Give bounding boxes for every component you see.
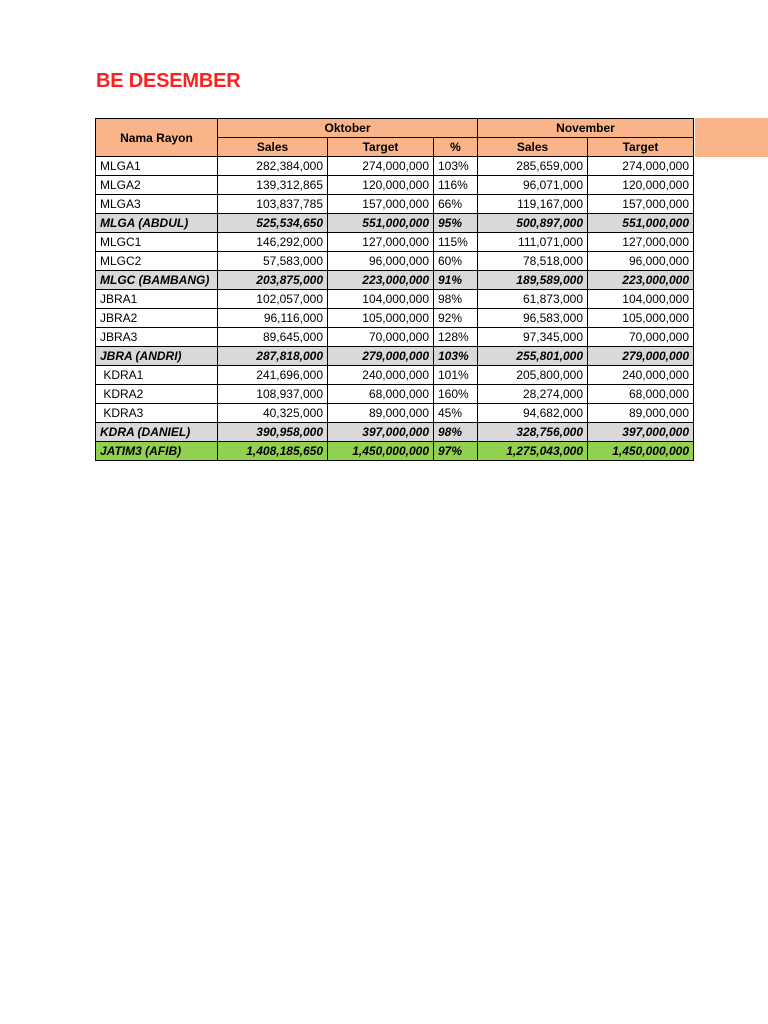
- header-fill-overflow: [695, 118, 768, 157]
- oktober-sales-cell: 241,696,000: [218, 366, 328, 385]
- oktober-pct-cell: 116%: [434, 176, 478, 195]
- november-target-cell: 70,000,000: [588, 328, 694, 347]
- oktober-target-cell: 397,000,000: [328, 423, 434, 442]
- rayon-name-cell: JBRA2: [96, 309, 218, 328]
- november-target-cell: 120,000,000: [588, 176, 694, 195]
- november-sales-cell: 500,897,000: [478, 214, 588, 233]
- sales-table: [95, 118, 694, 461]
- rayon-name-cell: KDRA1: [96, 366, 218, 385]
- oktober-target-cell: 89,000,000: [328, 404, 434, 423]
- oktober-sales-cell: 287,818,000: [218, 347, 328, 366]
- november-target-cell: 397,000,000: [588, 423, 694, 442]
- table-row: [96, 328, 694, 347]
- november-sales-cell: 96,583,000: [478, 309, 588, 328]
- november-target-cell: 127,000,000: [588, 233, 694, 252]
- oktober-target-cell: 157,000,000: [328, 195, 434, 214]
- table-row: [96, 404, 694, 423]
- oktober-sales-cell: 57,583,000: [218, 252, 328, 271]
- oktober-sales-cell: 89,645,000: [218, 328, 328, 347]
- oktober-sales-cell: 103,837,785: [218, 195, 328, 214]
- november-sales-cell: 78,518,000: [478, 252, 588, 271]
- rayon-name-cell: MLGA2: [96, 176, 218, 195]
- table-row: [96, 309, 694, 328]
- oktober-sales-cell: 525,534,650: [218, 214, 328, 233]
- table-row: [96, 290, 694, 309]
- oktober-pct-cell: 128%: [434, 328, 478, 347]
- oktober-pct-cell: 60%: [434, 252, 478, 271]
- november-sales-cell: 61,873,000: [478, 290, 588, 309]
- rayon-name-cell: KDRA2: [96, 385, 218, 404]
- table-row: [96, 252, 694, 271]
- oktober-target-cell: 279,000,000: [328, 347, 434, 366]
- oktober-target-cell: 551,000,000: [328, 214, 434, 233]
- table-row: [96, 195, 694, 214]
- subtotal-row: [96, 423, 694, 442]
- header-oktober-sales: Sales: [218, 138, 328, 157]
- november-target-cell: 551,000,000: [588, 214, 694, 233]
- oktober-pct-cell: 66%: [434, 195, 478, 214]
- subtotal-row: [96, 347, 694, 366]
- oktober-pct-cell: 103%: [434, 157, 478, 176]
- rayon-name-cell: JBRA1: [96, 290, 218, 309]
- november-target-cell: 68,000,000: [588, 385, 694, 404]
- november-sales-cell: 97,345,000: [478, 328, 588, 347]
- oktober-sales-cell: 282,384,000: [218, 157, 328, 176]
- november-target-cell: 240,000,000: [588, 366, 694, 385]
- rayon-name-cell: MLGC2: [96, 252, 218, 271]
- oktober-sales-cell: 40,325,000: [218, 404, 328, 423]
- november-target-cell: 157,000,000: [588, 195, 694, 214]
- table-row: [96, 157, 694, 176]
- header-nama-rayon: Nama Rayon: [96, 119, 218, 157]
- oktober-pct-cell: 103%: [434, 347, 478, 366]
- subtotal-row: [96, 271, 694, 290]
- november-sales-cell: 328,756,000: [478, 423, 588, 442]
- oktober-sales-cell: 203,875,000: [218, 271, 328, 290]
- oktober-sales-cell: 108,937,000: [218, 385, 328, 404]
- oktober-target-cell: 127,000,000: [328, 233, 434, 252]
- november-sales-cell: 285,659,000: [478, 157, 588, 176]
- november-target-cell: 105,000,000: [588, 309, 694, 328]
- november-sales-cell: 189,589,000: [478, 271, 588, 290]
- november-target-cell: 104,000,000: [588, 290, 694, 309]
- oktober-pct-cell: 91%: [434, 271, 478, 290]
- subtotal-row: [96, 214, 694, 233]
- oktober-sales-cell: 1,408,185,650: [218, 442, 328, 461]
- rayon-name-cell: MLGC1: [96, 233, 218, 252]
- rayon-name-cell: KDRA3: [96, 404, 218, 423]
- rayon-name-cell: MLGA3: [96, 195, 218, 214]
- table-row: [96, 385, 694, 404]
- november-sales-cell: 119,167,000: [478, 195, 588, 214]
- oktober-pct-cell: 98%: [434, 423, 478, 442]
- header-november-target: Target: [588, 138, 694, 157]
- oktober-target-cell: 274,000,000: [328, 157, 434, 176]
- november-sales-cell: 111,071,000: [478, 233, 588, 252]
- oktober-pct-cell: 97%: [434, 442, 478, 461]
- november-target-cell: 1,450,000,000: [588, 442, 694, 461]
- november-target-cell: 223,000,000: [588, 271, 694, 290]
- rayon-name-cell: KDRA (DANIEL): [96, 423, 218, 442]
- november-target-cell: 89,000,000: [588, 404, 694, 423]
- oktober-pct-cell: 45%: [434, 404, 478, 423]
- table-row: [96, 366, 694, 385]
- oktober-sales-cell: 96,116,000: [218, 309, 328, 328]
- total-row: [96, 442, 694, 461]
- rayon-name-cell: MLGA (ABDUL): [96, 214, 218, 233]
- oktober-pct-cell: 98%: [434, 290, 478, 309]
- oktober-target-cell: 223,000,000: [328, 271, 434, 290]
- rayon-name-cell: JATIM3 (AFIB): [96, 442, 218, 461]
- november-sales-cell: 96,071,000: [478, 176, 588, 195]
- oktober-sales-cell: 390,958,000: [218, 423, 328, 442]
- november-target-cell: 279,000,000: [588, 347, 694, 366]
- page-title: BE DESEMBER: [96, 70, 241, 92]
- oktober-pct-cell: 92%: [434, 309, 478, 328]
- table-row: [96, 176, 694, 195]
- november-sales-cell: 94,682,000: [478, 404, 588, 423]
- oktober-pct-cell: 101%: [434, 366, 478, 385]
- header-november-sales: Sales: [478, 138, 588, 157]
- rayon-name-cell: JBRA3: [96, 328, 218, 347]
- november-target-cell: 274,000,000: [588, 157, 694, 176]
- table-body: [96, 157, 694, 461]
- rayon-name-cell: MLGA1: [96, 157, 218, 176]
- rayon-name-cell: MLGC (BAMBANG): [96, 271, 218, 290]
- oktober-target-cell: 104,000,000: [328, 290, 434, 309]
- header-oktober-target: Target: [328, 138, 434, 157]
- header-oktober: Oktober: [218, 119, 478, 138]
- oktober-sales-cell: 102,057,000: [218, 290, 328, 309]
- oktober-target-cell: 96,000,000: [328, 252, 434, 271]
- oktober-sales-cell: 139,312,865: [218, 176, 328, 195]
- november-target-cell: 96,000,000: [588, 252, 694, 271]
- november-sales-cell: 1,275,043,000: [478, 442, 588, 461]
- header-november: November: [478, 119, 694, 138]
- november-sales-cell: 28,274,000: [478, 385, 588, 404]
- oktober-sales-cell: 146,292,000: [218, 233, 328, 252]
- header-oktober-pct: %: [434, 138, 478, 157]
- oktober-target-cell: 70,000,000: [328, 328, 434, 347]
- oktober-pct-cell: 160%: [434, 385, 478, 404]
- oktober-pct-cell: 115%: [434, 233, 478, 252]
- rayon-name-cell: JBRA (ANDRI): [96, 347, 218, 366]
- oktober-target-cell: 68,000,000: [328, 385, 434, 404]
- table-row: [96, 233, 694, 252]
- oktober-target-cell: 240,000,000: [328, 366, 434, 385]
- oktober-target-cell: 120,000,000: [328, 176, 434, 195]
- november-sales-cell: 255,801,000: [478, 347, 588, 366]
- november-sales-cell: 205,800,000: [478, 366, 588, 385]
- oktober-pct-cell: 95%: [434, 214, 478, 233]
- oktober-target-cell: 1,450,000,000: [328, 442, 434, 461]
- oktober-target-cell: 105,000,000: [328, 309, 434, 328]
